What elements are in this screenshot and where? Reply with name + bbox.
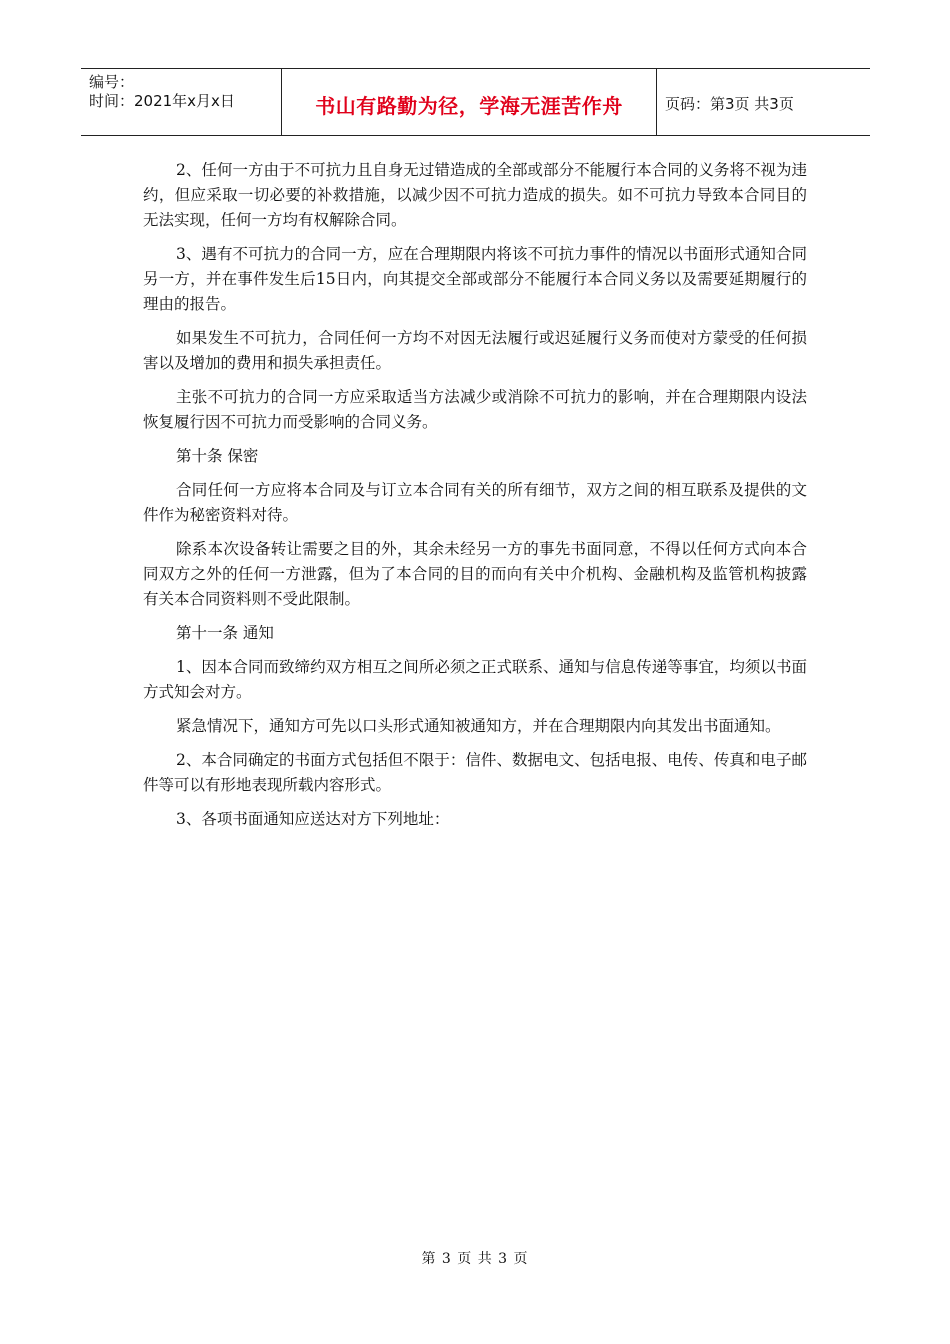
page-footer: 第 3 页 共 3 页: [421, 1251, 529, 1267]
header-meta: [81, 69, 282, 135]
paragraph: 2、本合同确定的书面方式包括但不限于：信件、数据电文、包括电报、电传、传真和电子邮件等可以有形地表现所载内容形式。: [143, 751, 807, 794]
page-header: [81, 68, 870, 136]
paragraph: 3、遇有不可抗力的合同一方，应在合理期限内将该不可抗力事件的情况以书面形式通知合同另一方，并在事件发生后15日内，向其提交全部或部分不能履行本合同义务以及需要延期履行的理由的报告。: [143, 245, 807, 313]
paragraph: 如果发生不可抗力，合同任何一方均不对因无法履行或迟延履行义务而使对方蒙受的任何损害以及增加的费用和损失承担责任。: [143, 329, 807, 372]
paragraph: 主张不可抗力的合同一方应采取适当方法减少或消除不可抗力的影响，并在合理期限内设法恢复履行因不可抗力而受影响的合同义务。: [143, 388, 807, 431]
header-motto-cell: [282, 69, 657, 135]
document-body: [143, 158, 807, 841]
paragraph: 3、各项书面通知应送达对方下列地址：: [176, 810, 450, 828]
section-heading: 第十一条 通知: [176, 624, 274, 642]
header-motto: 书山有路勤为径，学海无涯苦作舟: [315, 93, 623, 118]
document-number-label: 编号：: [89, 73, 135, 91]
paragraph: 合同任何一方应将本合同及与订立本合同有关的所有细节，双方之间的相互联系及提供的文件作为秘密资料对待。: [143, 481, 807, 524]
paragraph: 紧急情况下，通知方可先以口头形式通知被通知方，并在合理期限内向其发出书面通知。: [176, 717, 781, 735]
section-heading: 第十条 保密: [176, 447, 259, 465]
paragraph: 除系本次设备转让需要之目的外，其余未经另一方的事先书面同意，不得以任何方式向本合同双方之外的任何一方泄露，但为了本合同的目的而向有关中介机构、金融机构及监管机构披露有关本合同资料则不受此限制。: [143, 540, 807, 608]
paragraph: 2、任何一方由于不可抗力且自身无过错造成的全部或部分不能履行本合同的义务将不视为违约，但应采取一切必要的补救措施，以减少因不可抗力造成的损失。如不可抗力导致本合同目的无法实现，任何一方均有权解除合同。: [143, 161, 807, 229]
paragraph: 1、因本合同而致缔约双方相互之间所必须之正式联系、通知与信息传递等事宜，均须以书面方式知会对方。: [143, 658, 807, 701]
header-page-info: 页码：第3页 共3页: [665, 94, 794, 113]
document-date: 时间：2021年x月x日: [89, 92, 235, 110]
